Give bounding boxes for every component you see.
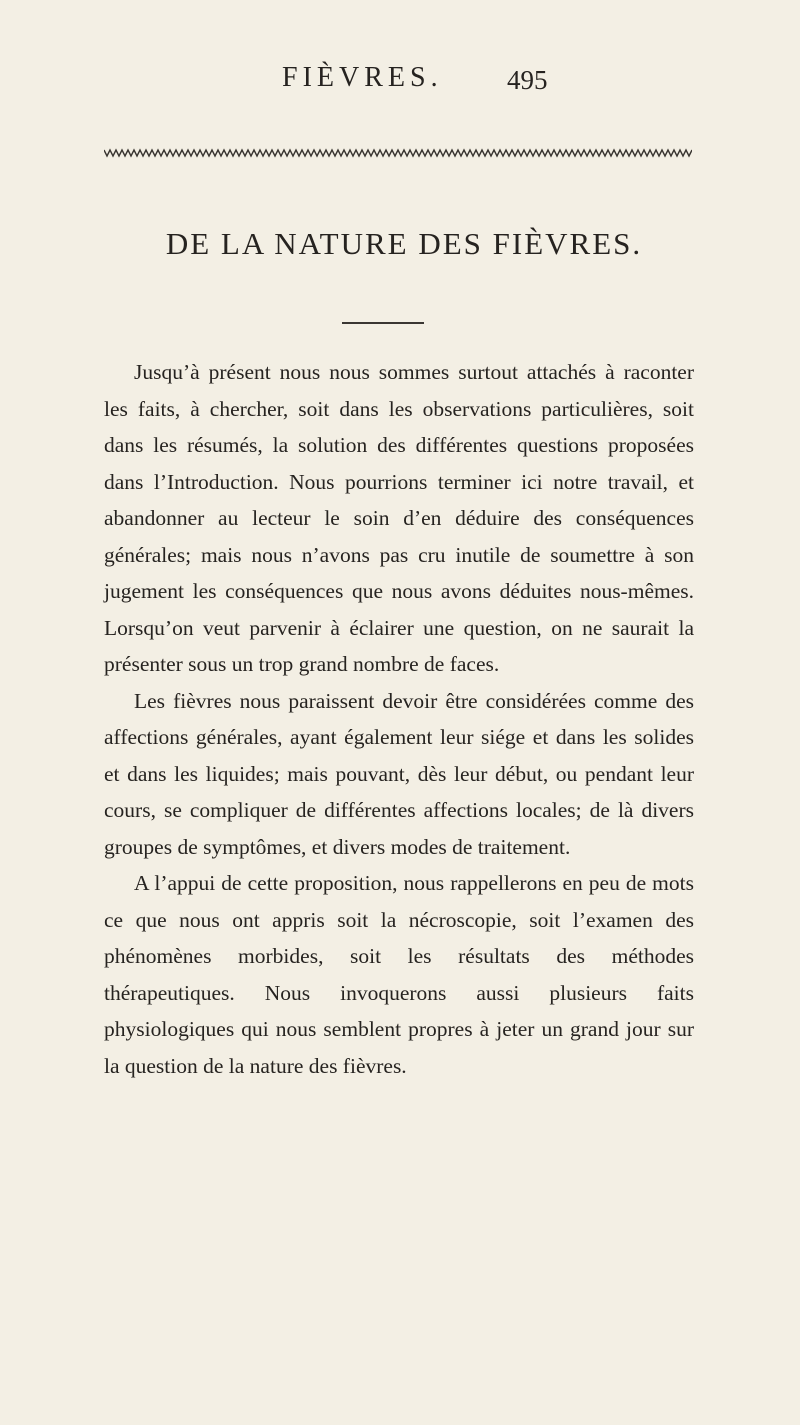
paragraph-3: A l’appui de cette proposition, nous rappellerons en peu de mots ce que nous ont appris soit la nécroscopie, soit l’examen des phénomènes morbides, soit les résultats des méthodes thérapeutiques. Nous invoquerons aussi plusieurs faits physiologiques qui nous semblent propres à jeter un grand jour sur la question de la nature des fièvres.: [104, 871, 694, 1078]
body-text: [104, 354, 694, 1084]
running-header: [0, 58, 800, 98]
ornamental-zigzag-rule: [104, 148, 692, 158]
paragraph-2: Les fièvres nous paraissent devoir être considérées comme des affections générales, ayant également leur siége et dans les solides et dans les liquides; mais pouvant, dès leur début, ou pendant leur cours, se compliquer de différentes affections locales; de là divers groupes de symptômes, et divers modes de traitement.: [104, 688, 694, 859]
paragraph-1: Jusqu’à présent nous nous sommes surtout attachés à raconter les faits, à chercher, soit dans les observations particulières, soit dans les résumés, la solution des différentes questions proposées dans l’Introduction. Nous pourrions terminer ici notre travail, et abandonner au lecteur le soin d’en déduire des conséquences générales; mais nous n’avons pas cru inutile de soumettre à son jugement les conséquences que nous avons déduites nous-mêmes. Lorsqu’on veut parvenir à éclairer une question, on ne saurait la présenter sous un trop grand nombre de faces.: [104, 360, 694, 676]
running-title: FIÈVRES.: [282, 62, 443, 93]
title-divider-rule: [342, 322, 424, 324]
page-number: 495: [507, 65, 548, 95]
section-title: DE LA NATURE DES FIÈVRES.: [165, 226, 643, 261]
